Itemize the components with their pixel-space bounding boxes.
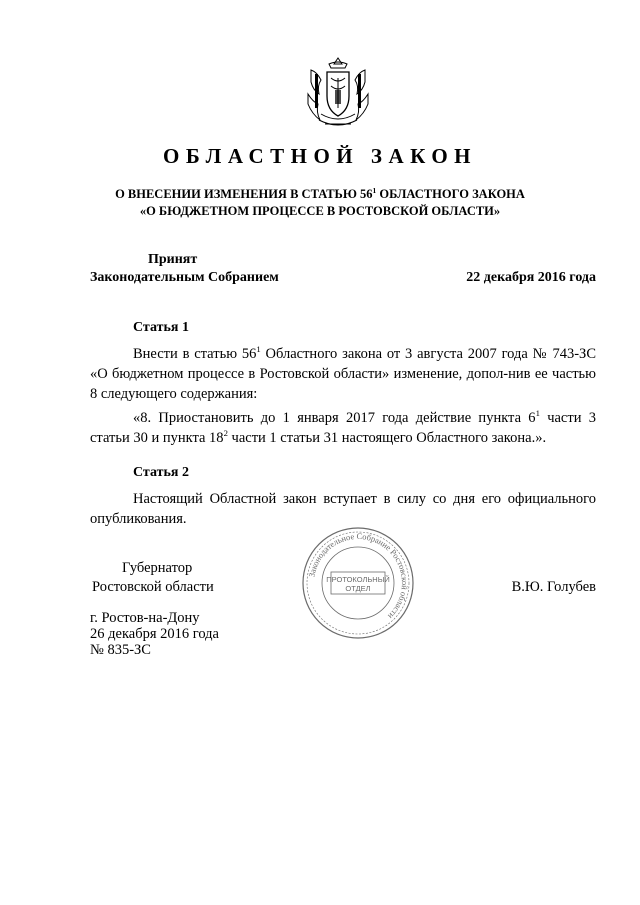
law-number: № 835-ЗС	[90, 642, 151, 658]
adopted-label: Принят	[148, 252, 198, 267]
law-title-line1: О ВНЕСЕНИИ ИЗМЕНЕНИЯ В СТАТЬЮ $56^1$ ОБЛАСТНОГО ЗАКОНА	[115, 185, 525, 201]
law-title	[0, 186, 640, 220]
signatory-name: В.Ю. Голубев	[511, 579, 596, 595]
official-stamp	[301, 526, 415, 640]
stamp-center-line2: ОТДЕЛ	[345, 584, 371, 593]
stamp-center-line1: ПРОТОКОЛЬНЫЙ	[326, 575, 390, 584]
issue-place: г. Ростов-на-Дону	[90, 610, 200, 626]
article-1-paragraph-2: «8. Приостановить до 1 января 2017 года действие пункта $6^1$ части 3 статьи 30 и пункта $18^2$ части 1 статьи 31 настоящего Областного закона.».	[90, 408, 596, 446]
adopted-date: 22 декабря 2016 года	[466, 270, 596, 285]
coat-of-arms-icon	[305, 54, 371, 130]
signatory-title-line1: Губернатор	[122, 560, 193, 576]
article-2-heading: Статья 2	[133, 465, 189, 480]
stamp-ring-text: Законодательное Собрание Ростовской области	[307, 531, 410, 621]
article-2-paragraph-1: Настоящий Областной закон вступает в силу со дня его официального опубликования.	[90, 491, 596, 527]
law-title-line2: «О БЮДЖЕТНОМ ПРОЦЕССЕ В РОСТОВСКОЙ ОБЛАСТИ»	[139, 204, 501, 218]
document-type: ОБЛАСТНОЙ ЗАКОН	[162, 144, 477, 168]
issue-date: 26 декабря 2016 года	[90, 626, 219, 642]
article-1-heading: Статья 1	[133, 320, 189, 335]
signatory-title-line2: Ростовской области	[92, 579, 214, 595]
article-1-paragraph-1: Внести в статью $56^1$ Областного закона от 3 августа 2007 года № 743-ЗС «О бюджетном процессе в Ростовской области» изменение, допол-нив ее частью 8 следующего содержания:	[90, 344, 596, 402]
adopted-by: Законодательным Собранием	[90, 270, 279, 285]
